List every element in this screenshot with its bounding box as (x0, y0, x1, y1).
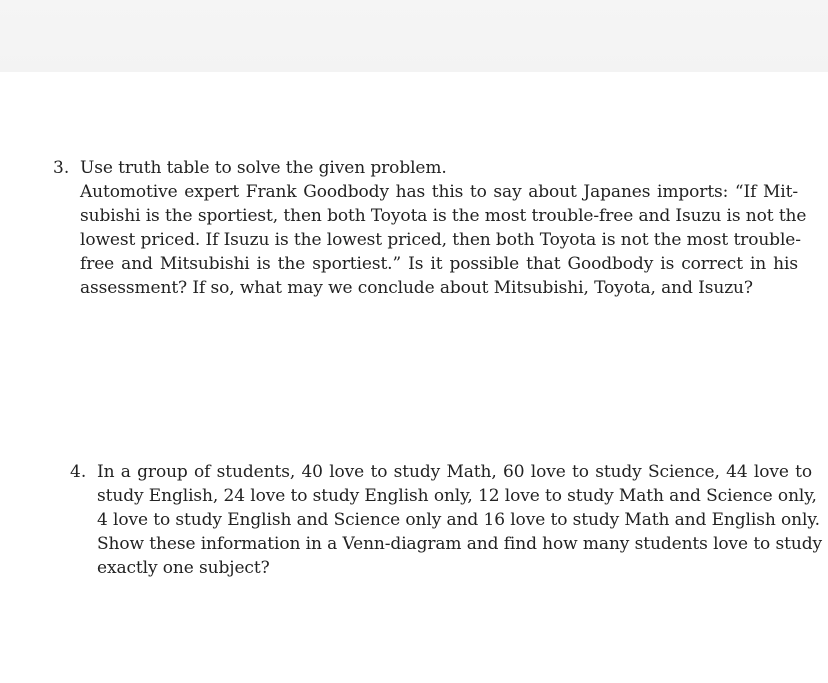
problem-line: lowest priced. If Isuzu is the lowest priced, then both Toyota is not the most trouble- (80, 230, 801, 250)
problem-line: 4 love to study English and Science only and 16 love to study Math and English only. (97, 510, 820, 530)
problem-line: Use truth table to solve the given problem. (80, 158, 447, 178)
problem-line: assessment? If so, what may we conclude about Mitsubishi, Toyota, and Isuzu? (80, 278, 753, 298)
problem-line: In a group of students, 40 love to study Math, 60 love to study Science, 44 love to (97, 462, 812, 482)
problem-line: subishi is the sportiest, then both Toyota is the most trouble-free and Isuzu is not the (80, 206, 807, 226)
problem-line: study English, 24 love to study English only, 12 love to study Math and Science only, (97, 486, 817, 506)
top-band (0, 0, 828, 72)
problem-text (80, 156, 807, 300)
problem-line: free and Mitsubishi is the sportiest.” Is it possible that Goodbody is correct in his (80, 254, 798, 274)
problem-number: 3. (53, 158, 70, 178)
problem-line: exactly one subject? (97, 558, 270, 578)
problem-3 (53, 156, 807, 300)
problem-4 (70, 460, 822, 580)
problem-number: 4. (70, 462, 87, 482)
problem-text (97, 460, 822, 580)
problem-line: Automotive expert Frank Goodbody has this to say about Japanes imports: “If Mit- (80, 182, 798, 202)
problem-line: Show these information in a Venn-diagram and find how many students love to study (97, 534, 822, 554)
